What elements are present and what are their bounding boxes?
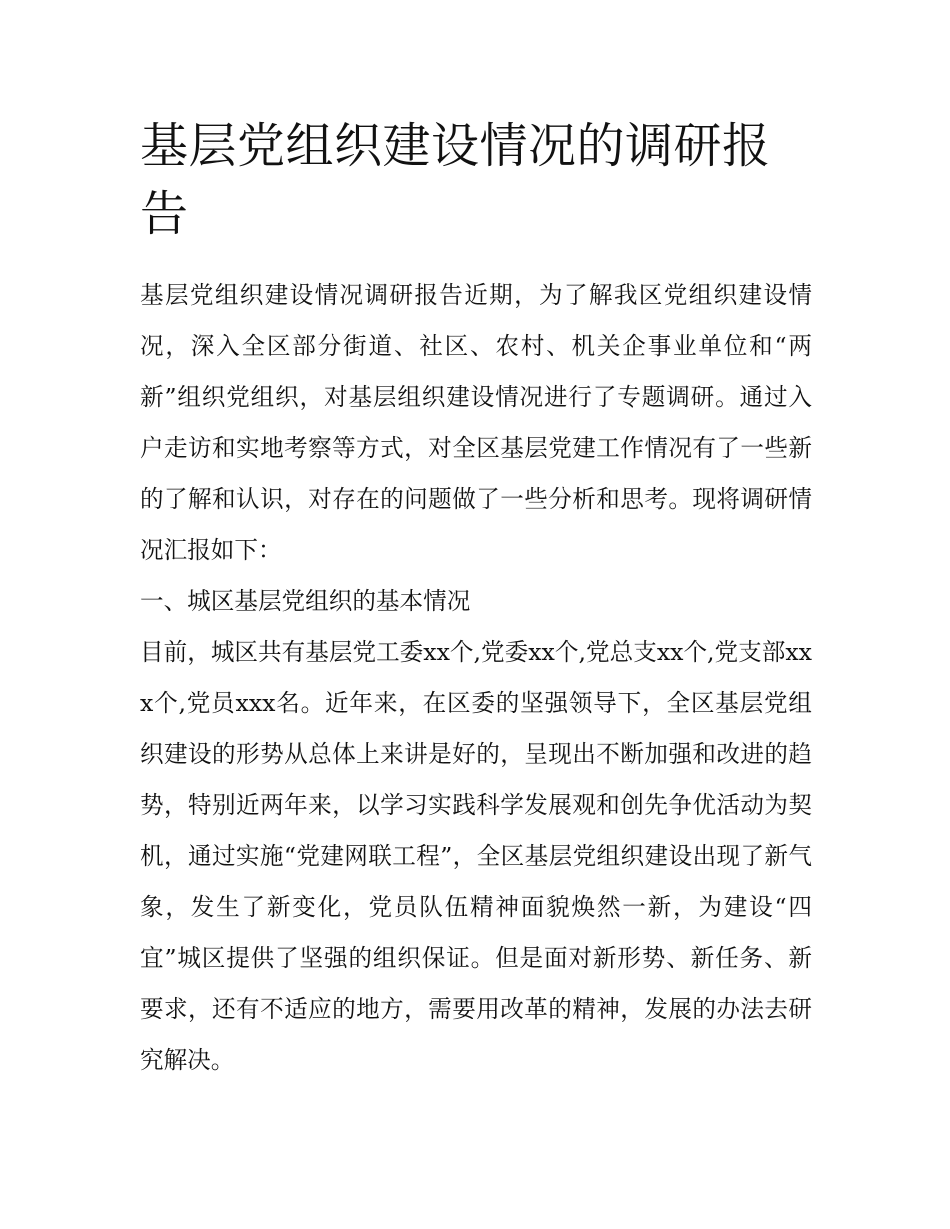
- document-body: [140, 112, 812, 1086]
- body-paragraph: 目前，城区共有基层党工委xx个,党委xx个,党总支xx个,党支部xxx个,党员xxx名。近年来，在区委的坚强领导下，全区基层党组织建设的形势从总体上来讲是好的，呈现出不断加强和改进的趋势，特别近两年来，以学习实践科学发展观和创先争优活动为契机，通过实施“党建网联工程”，全区基层党组织建设出现了新气象，发生了新变化，党员队伍精神面貌焕然一新，为建设“四宜”城区提供了坚强的组织保证。但是面对新形势、新任务、新要求，还有不适应的地方，需要用改革的精神，发展的办法去研究解决。: [140, 638, 812, 1074]
- document-title: 基层党组织建设情况的调研报告: [140, 118, 771, 242]
- section-heading: 一、城区基层党组织的基本情况: [140, 587, 471, 615]
- intro-paragraph: 基层党组织建设情况调研报告近期，为了解我区党组织建设情况，深入全区部分街道、社区、农村、机关企事业单位和“两新”组织党组织，对基层组织建设情况进行了专题调研。通过入户走访和实地考察等方式，对全区基层党建工作情况有了一些新的了解和认识，对存在的问题做了一些分析和思考。现将调研情况汇报如下：: [140, 281, 812, 564]
